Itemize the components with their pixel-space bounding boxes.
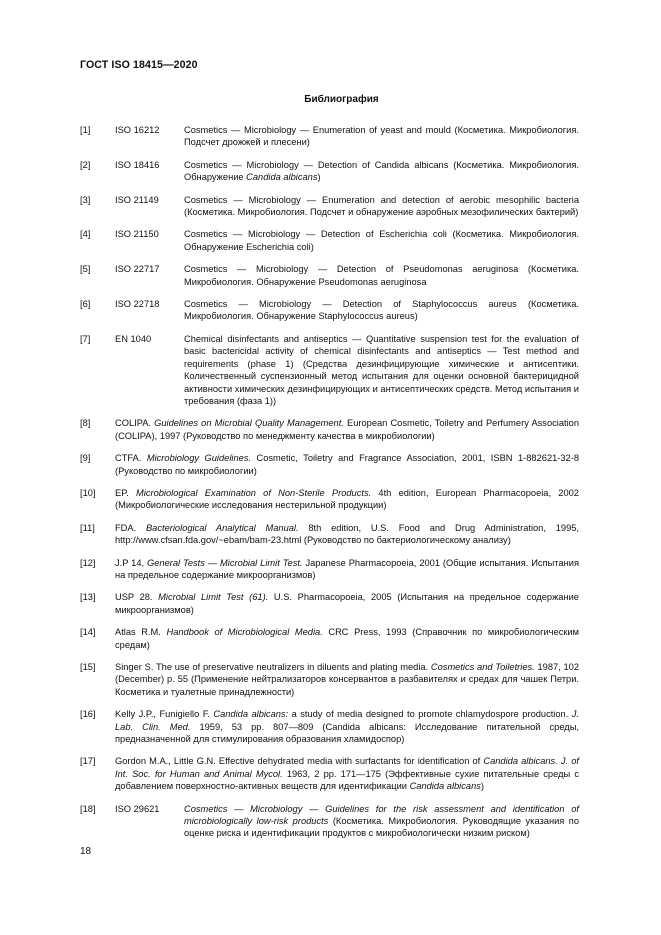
reference-text-segment: U.S. Pharmacopoeia, 2005 (Испытания на предельное содержание микроорганизмов) (115, 592, 579, 615)
reference-text-segment: Japanese Pharmacopoeia, 2001 (Общие испытания. Испытания на предельное содержание микроорганизмов) (115, 557, 579, 580)
reference-item (0, 522, 661, 547)
reference-number: [14] (80, 627, 96, 638)
reference-number: [16] (80, 709, 96, 720)
reference-text-segment: 8th edition, U.S. Food and Drug Administration, 1995, http://www.cfsan.fda.gov/~ebam/bam-23.html (Руководство по бактериологическому анализу) (115, 522, 579, 546)
reference-text-italic: Bacteriological Analytical Manual. (145, 522, 299, 533)
reference-item (0, 159, 661, 184)
reference-text (115, 755, 579, 792)
reference-text-italic: General Tests — Microbial Limit Test. (147, 557, 303, 568)
reference-list (0, 124, 661, 850)
reference-text (115, 708, 579, 745)
reference-item (0, 626, 661, 651)
reference-number: [13] (80, 592, 96, 603)
reference-number: [6] (80, 299, 91, 310)
reference-number: [12] (80, 557, 96, 568)
reference-text-segment: Cosmetics — Microbiology — Detection of Staphylococcus aureus (Косметика. Микробиология. Обнаружение Staphylococcus aureus) (184, 299, 579, 322)
reference-number: [5] (80, 264, 91, 275)
reference-text (184, 194, 579, 219)
reference-text-segment: Cosmetics — Microbiology — Detection of Candida albicans (Косметика. Микробиология. Обнаружение (184, 159, 579, 183)
reference-text (184, 124, 579, 149)
reference-text-italic: Candida albicans (246, 172, 318, 183)
reference-item (0, 417, 661, 442)
reference-item (0, 755, 661, 792)
reference-text-segment: Chemical disinfectants and antiseptics — Quantitative suspension test for the evaluation of basic bactericidal activity of chemical disinfectants and antiseptics — Test method and requirements (phase 1) (Средства дезинфицирующие химические и антисептики. Количественный суспензионный метод испытания для оценки основной бактерицидной активности химических дезинфицирующих и антисептических средств. Метод испытания и требования (фаза 1)) (184, 333, 579, 406)
reference-text-segment: J.P 14, (115, 557, 148, 568)
reference-text-segment: ) (317, 172, 321, 183)
reference-text-segment: Cosmetics — Microbiology — Enumeration and detection of aerobic mesophilic bacteria (Косметика. Микробиология. Подсчет и обнаружение аэробных мезофилических бактерий) (184, 194, 579, 218)
reference-text (184, 803, 579, 840)
reference-text-italic: Candida albicans (409, 781, 481, 792)
reference-text (115, 522, 579, 547)
reference-number: [3] (80, 194, 91, 205)
reference-text (184, 159, 579, 184)
reference-standard-code: ISO 16212 (115, 125, 160, 135)
reference-text-italic: Cosmetics — Microbiology — Guidelines for the risk assessment and identification of microbiologically low-risk products (184, 803, 579, 827)
reference-item (0, 591, 661, 616)
reference-item (0, 263, 661, 288)
reference-text (115, 626, 579, 651)
reference-text-segment: EP. (115, 487, 137, 498)
reference-number: [17] (80, 756, 96, 767)
reference-text-segment: 4th edition, European Pharmacopoeia, 2002 (Микробиологические исследования нестерильной продукции) (115, 487, 579, 511)
reference-text-italic: Microbial Limit Test (61). (158, 592, 269, 603)
reference-standard-code: ISO 18416 (115, 159, 160, 170)
reference-text-segment: 1987, 102 (December) p. 55 (Применение нейтрализаторов консервантов в разбавителях и средах для чашек Петри. Косметика и туалетные принадлежности) (115, 662, 579, 697)
reference-standard-code: EN 1040 (115, 333, 152, 344)
reference-text-italic: Guidelines on Microbial Quality Management. (154, 418, 344, 429)
reference-number: [7] (80, 333, 91, 344)
reference-text-segment: 1963, 2 pp. 171—175 (Эффективные сухие питательные среды с добавлением поверхностно-активных веществ для идентификации (115, 768, 579, 792)
reference-text-segment: a study of media designed to promote chlamydospore production. (288, 709, 572, 720)
reference-item (0, 298, 661, 323)
document-header: ГОСТ ISO 18415—2020 (80, 59, 198, 71)
reference-text (115, 417, 579, 442)
reference-text (115, 591, 579, 616)
reference-standard-code: ISO 21149 (115, 194, 159, 205)
reference-standard-code: ISO 22718 (115, 299, 160, 310)
reference-text-segment: Cosmetics — Microbiology — Enumeration of yeast and mould (Косметика. Микробиология. Подсчет дрожжей и плесени) (184, 125, 579, 148)
reference-text-italic: Candida albicans. J. of Int. Soc. for Human and Animal Mycol. (115, 756, 579, 779)
reference-text-segment: Gordon M.A., Little G.N. Effective dehydrated media with surfactants for identification of (115, 756, 484, 767)
reference-text-italic: Handbook of Microbiological Media. (166, 627, 323, 638)
reference-standard-code: ISO 29621 (115, 803, 160, 814)
reference-text (184, 263, 579, 288)
reference-text (184, 333, 579, 407)
reference-item (0, 708, 661, 745)
reference-standard-code: ISO 21150 (115, 229, 159, 240)
reference-number: [2] (80, 159, 91, 170)
reference-text-segment: 1959, 53 pp. 807—809 (Candida albicans: Исследование питательной среды, предназначенной для стимулирования образования хламидоспор) (115, 721, 579, 745)
reference-text-segment: FDA. (115, 522, 146, 533)
reference-item (0, 124, 661, 149)
bibliography-title: Библиография (304, 94, 379, 105)
reference-item (0, 333, 661, 407)
reference-number: [11] (80, 522, 95, 533)
reference-text (184, 298, 579, 323)
reference-item (0, 452, 661, 477)
reference-text-segment: Cosmetic, Toiletry and Fragrance Association, 2001, ISBN 1-882621-32-8 (Руководство по микробиологии) (115, 453, 579, 476)
reference-text-segment: (Косметика. Микробиология. Руководящие указания по оценке риска и идентификации продуктов с микробиологически низким риском) (184, 816, 580, 839)
reference-item (0, 194, 661, 219)
reference-text-italic: J. Lab. Clin. Med. (115, 709, 579, 732)
reference-number: [1] (80, 125, 91, 135)
reference-text-segment: COLIPA. (115, 418, 155, 429)
page-number: 18 (80, 846, 92, 857)
reference-text-segment: European Cosmetic, Toiletry and Perfumery Association (COLIPA), 1997 (Руководство по менеджменту качества в микробиологии) (115, 418, 579, 441)
reference-text-italic: Cosmetics and Toiletries. (430, 662, 535, 672)
reference-text (115, 487, 579, 512)
reference-number: [9] (80, 453, 91, 464)
reference-number: [15] (80, 662, 96, 672)
reference-number: [10] (80, 487, 96, 498)
reference-text-segment: USP 28. (115, 592, 159, 603)
reference-text-italic: Microbiological Examination of Non-Sterile Products. (136, 487, 372, 498)
reference-text-italic: Microbiology Guidelines. (146, 453, 252, 464)
reference-number: [4] (80, 229, 91, 240)
reference-text-segment: Atlas R.M. (115, 627, 167, 638)
reference-text-segment: Cosmetics — Microbiology — Detection of Pseudomonas aeruginosa (Косметика. Микробиология. Обнаружение Pseudomonas aeruginosa (184, 264, 579, 287)
reference-text-segment: Kelly J.P., Funigiello F. (115, 709, 214, 720)
reference-text-segment: ) (480, 781, 484, 792)
reference-text-segment: Singer S. The use of preservative neutralizers in diluents and plating media. (115, 662, 431, 672)
reference-text (115, 452, 579, 477)
reference-item (0, 661, 661, 698)
reference-item (0, 228, 661, 253)
reference-standard-code: ISO 22717 (115, 264, 160, 275)
reference-text (115, 557, 579, 582)
reference-text (184, 228, 579, 253)
reference-item (0, 557, 661, 582)
reference-text-segment: CTFA. (115, 453, 147, 464)
reference-item (0, 803, 661, 840)
reference-text-segment: Cosmetics — Microbiology — Detection of Escherichia coli (Косметика. Микробиология. Обнаружение Escherichia coli) (184, 229, 579, 252)
reference-text (115, 661, 579, 698)
reference-number: [18] (80, 803, 96, 814)
reference-text-italic: Candida albicans: (213, 709, 289, 720)
reference-item (0, 487, 661, 512)
reference-text-segment: CRC Press, 1993 (Справочник по микробиологическим средам) (115, 627, 579, 650)
reference-number: [8] (80, 418, 91, 429)
